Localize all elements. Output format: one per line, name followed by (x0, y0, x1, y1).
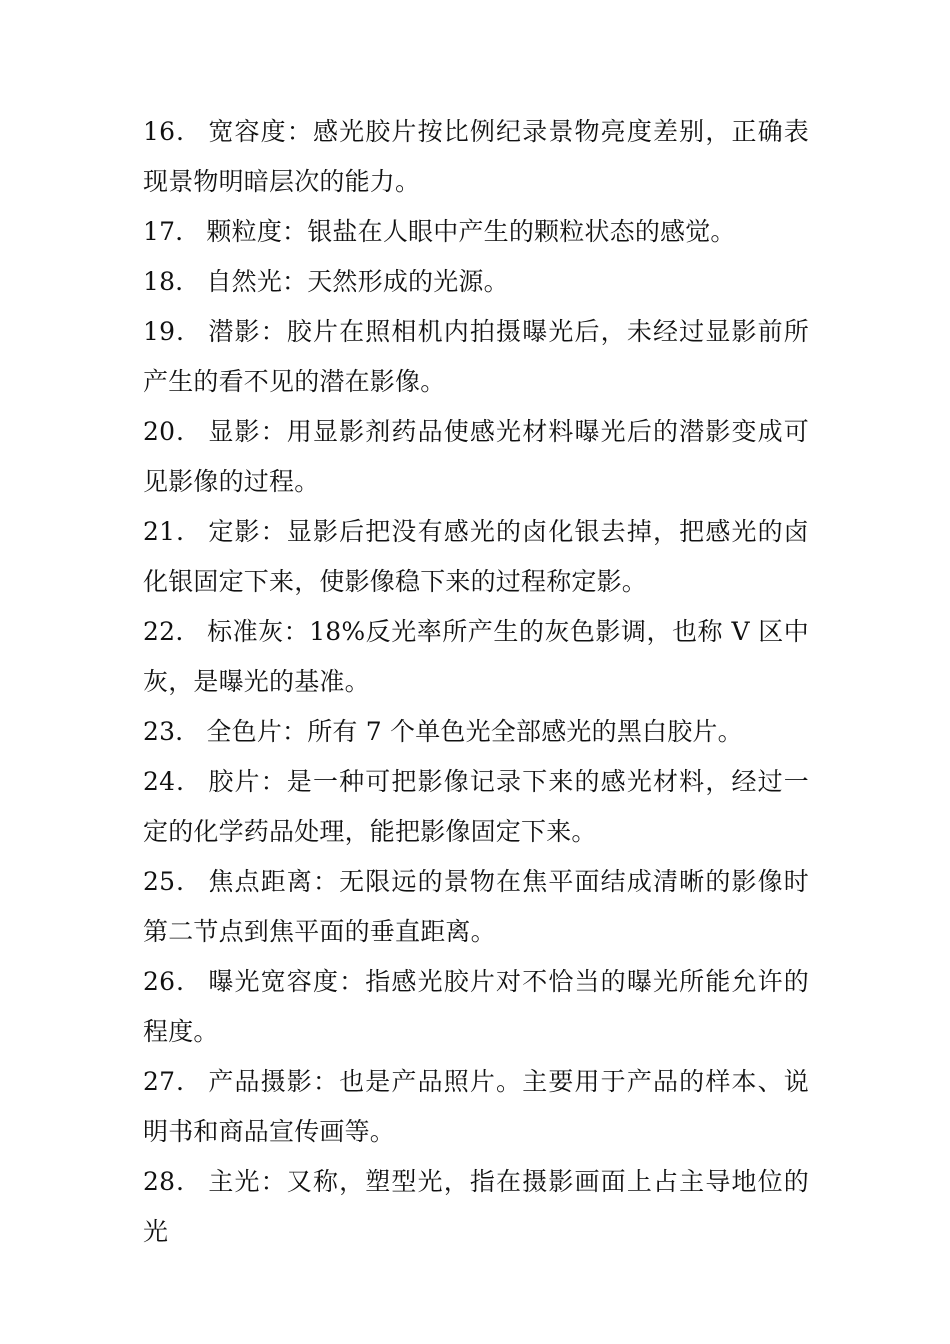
glossary-entry (143, 107, 809, 207)
glossary-entry (143, 407, 809, 507)
entry-number: 27． (143, 1067, 203, 1096)
glossary-entry (143, 1157, 809, 1257)
entry-number: 22． (143, 617, 202, 646)
entry-text: 曝光宽容度：指感光胶片对不恰当的曝光所能允许的程度。 (143, 967, 809, 1046)
entry-number: 21． (143, 517, 203, 546)
entry-text: 显影：用显影剂药品使感光材料曝光后的潜影变成可见影像的过程。 (143, 417, 809, 496)
glossary-entry (143, 957, 809, 1057)
glossary-entry (143, 857, 809, 957)
entry-number: 26． (143, 967, 203, 996)
entry-text: 主光：又称，塑型光，指在摄影画面上占主导地位的光 (143, 1167, 809, 1246)
entry-text: 产品摄影：也是产品照片。主要用于产品的样本、说明书和商品宣传画等。 (143, 1067, 809, 1146)
entry-text: 定影：显影后把没有感光的卤化银去掉，把感光的卤化银固定下来，使影像稳下来的过程称定影。 (143, 517, 809, 596)
entry-text: 焦点距离：无限远的景物在焦平面结成清晰的影像时第二节点到焦平面的垂直距离。 (143, 867, 809, 946)
entry-number: 16． (143, 117, 203, 146)
entry-text: 自然光：天然形成的光源。 (206, 267, 509, 296)
entry-number: 18． (143, 267, 201, 296)
glossary-entry (143, 257, 809, 307)
glossary-entry (143, 307, 809, 407)
glossary-entry (143, 707, 809, 757)
entry-number: 17． (143, 217, 201, 246)
entry-text: 宽容度：感光胶片按比例纪录景物亮度差别，正确表现景物明暗层次的能力。 (143, 117, 809, 196)
entry-number: 24． (143, 767, 203, 796)
entry-text: 潜影：胶片在照相机内拍摄曝光后，未经过显影前所产生的看不见的潜在影像。 (143, 317, 809, 396)
entry-text: 颗粒度：银盐在人眼中产生的颗粒状态的感觉。 (206, 217, 736, 246)
glossary-entry (143, 507, 809, 607)
glossary-entry (143, 207, 809, 257)
entry-number: 20． (143, 417, 203, 446)
glossary-entry (143, 607, 809, 707)
entry-number: 23． (143, 717, 201, 746)
glossary-entry (143, 757, 809, 857)
glossary-list (143, 107, 809, 1257)
entry-text: 胶片：是一种可把影像记录下来的感光材料，经过一定的化学药品处理，能把影像固定下来。 (143, 767, 809, 846)
entry-text: 标准灰：18%反光率所产生的灰色影调，也称 V 区中灰，是曝光的基准。 (143, 617, 809, 696)
entry-text: 全色片：所有 7 个单色光全部感光的黑白胶片。 (206, 717, 743, 746)
entry-number: 25． (143, 867, 203, 896)
entry-number: 28． (143, 1167, 203, 1196)
entry-number: 19． (143, 317, 203, 346)
glossary-entry (143, 1057, 809, 1157)
